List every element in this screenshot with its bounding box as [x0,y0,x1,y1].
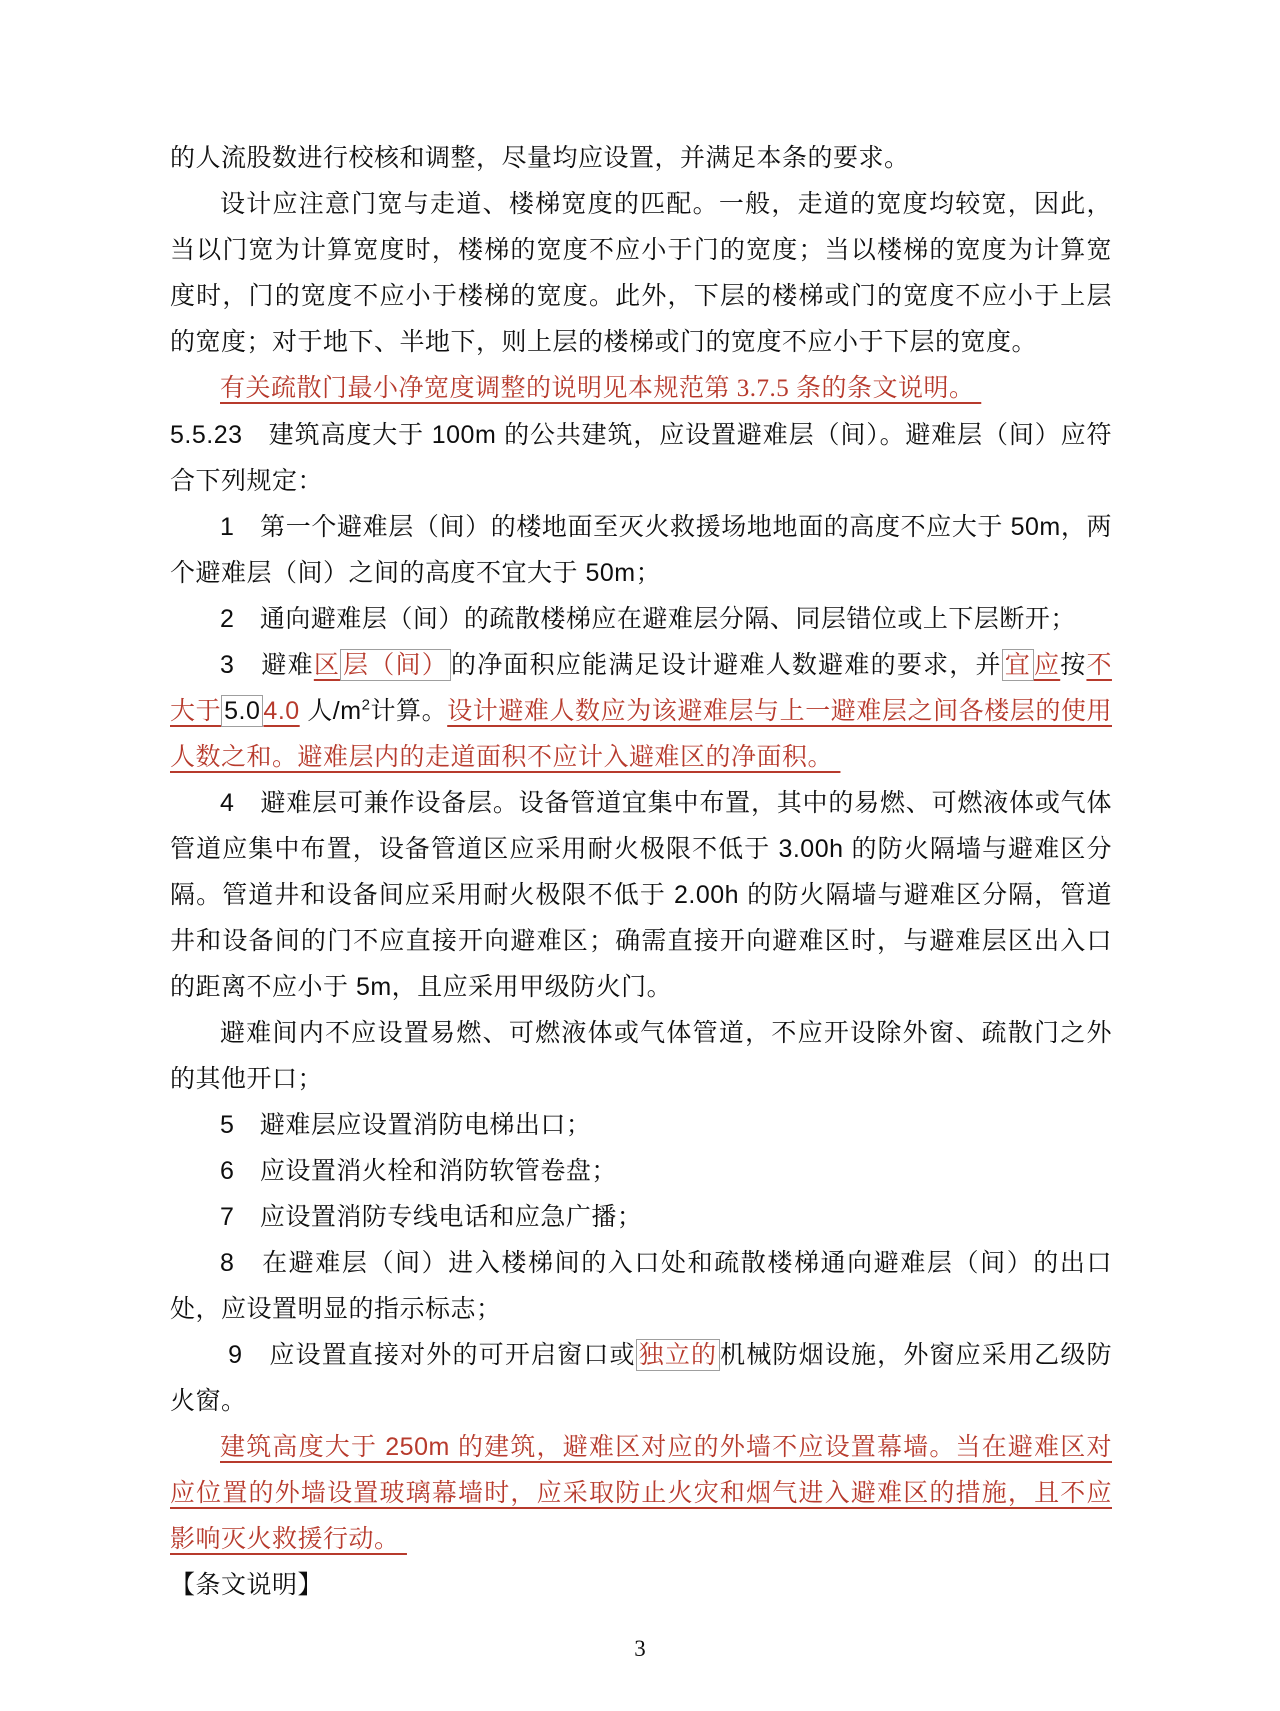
text-run: 的人流股数进行校核和调整，尽量均应设置，并满足本条的要求。 [170,145,910,172]
para-clause-5-5-23 [170,412,1112,504]
text-run: 的净面积应能满足设计避难人数避难的要求，并 [450,651,1002,679]
inserted-text-run: 设计避难人数应为该避难层与上一避难层之间各楼层的使用人数之和。避难层内的走道面积不应计入避难区的净面积。 [170,697,1112,771]
inserted-text-run: 有关疏散门最小净宽度调整的说明见本规范第 3.7.5 条的条文说明。 [220,375,982,402]
text-run: 6 应设置消火栓和消防软管卷盘； [220,1157,617,1185]
para-item-7 [170,1194,1112,1240]
inserted-text-run: 不大于 [170,651,1112,725]
para-item-5 [170,1102,1112,1148]
text-run: 按 [1060,651,1087,679]
document-body [170,136,1112,1608]
para-commentary-heading [170,1562,1112,1608]
text-run: 2 通向避难层（间）的疏散楼梯应在避难层分隔、同层错位或上下层断开； [220,605,1076,633]
text-run: 【条文说明】 [170,1571,324,1599]
para-item-9 [170,1332,1112,1424]
text-run: 5 避难层应设置消防电梯出口； [220,1111,592,1139]
text-run: 机械防烟设施，外窗应采用乙级防火窗。 [170,1341,1112,1415]
text-run: 1 第一个避难层（间）的楼地面至灭火救援场地地面的高度不应大于 50m，两个避难层（间）之间的高度不宜大于 50m； [170,513,1112,587]
para-item-2 [170,596,1112,642]
text-run: 设计应注意门宽与走道、楼梯宽度的匹配。一般，走道的宽度均较宽，因此，当以门宽为计算宽度时，楼梯的宽度不应小于门的宽度；当以楼梯的宽度为计算宽度时，门的宽度不应小于楼梯的宽度。此外，下层的楼梯或门的宽度不应小于上层的宽度；对于地下、半地下，则上层的楼梯或门的宽度不应小于下层的宽度。 [170,191,1112,356]
inserted-text-run: 区 [313,651,341,679]
text-run: 避难间内不应设置易燃、可燃液体或气体管道，不应开设除外窗、疏散门之外的其他开口； [170,1019,1112,1093]
deleted-text-run: 宜 [1002,649,1034,681]
deleted-text-run: 5.0 [221,695,263,727]
text-run: 计算。 [370,697,448,725]
para-item-3 [170,642,1112,780]
text-run: 8 在避难层（间）进入楼梯间的入口处和疏散楼梯通向避难层（间）的出口处，应设置明显的指示标志； [170,1249,1112,1323]
inserted-text-run: 建筑高度大于 250m 的建筑，避难区对应的外墙不应设置幕墙。当在避难区对应位置的外墙设置玻璃幕墙时，应采取防止火灾和烟气进入避难区的措施，且不应影响灭火救援行动。 [170,1433,1112,1553]
inserted-text-run: 应 [1033,651,1061,679]
para-continuation [170,136,1112,182]
para-item-4 [170,780,1112,1010]
para-refuge-room-openings [170,1010,1112,1102]
deleted-text-run: 独立的 [636,1339,721,1371]
text-run: 人/m [299,697,362,725]
para-curtain-wall-250m [170,1424,1112,1562]
text-run: 9 应设置直接对外的可开启窗口或 [220,1341,636,1369]
inserted-text-run: 4.0 [263,697,300,725]
para-item-6 [170,1148,1112,1194]
superscript-run: 2 [361,696,371,714]
para-revision-note [170,366,1112,412]
deleted-text-run: 层（间） [340,649,451,681]
page-number: 3 [634,1636,646,1661]
text-run: 7 应设置消防专线电话和应急广播； [220,1203,643,1231]
text-run: 3 避难 [220,651,314,679]
text-run: 5.5.23 建筑高度大于 100m 的公共建筑，应设置避难层（间）。避难层（间）应符合下列规定： [170,421,1112,495]
text-run: 4 避难层可兼作设备层。设备管道宜集中布置，其中的易燃、可燃液体或气体管道应集中布置，设备管道区应采用耐火极限不低于 3.00h 的防火隔墙与避难区分隔。管道井和设备间应采用耐火极限不低于 2.00h 的防火隔墙与避难区分隔，管道井和设备间的门不应直接开向避难区；确需直接开向避难区时，与避难层区出入口的距离不应小于 5m，且应采用甲级防火门。 [170,789,1112,1001]
para-door-width-matching [170,182,1112,366]
para-item-1 [170,504,1112,596]
para-item-8 [170,1240,1112,1332]
